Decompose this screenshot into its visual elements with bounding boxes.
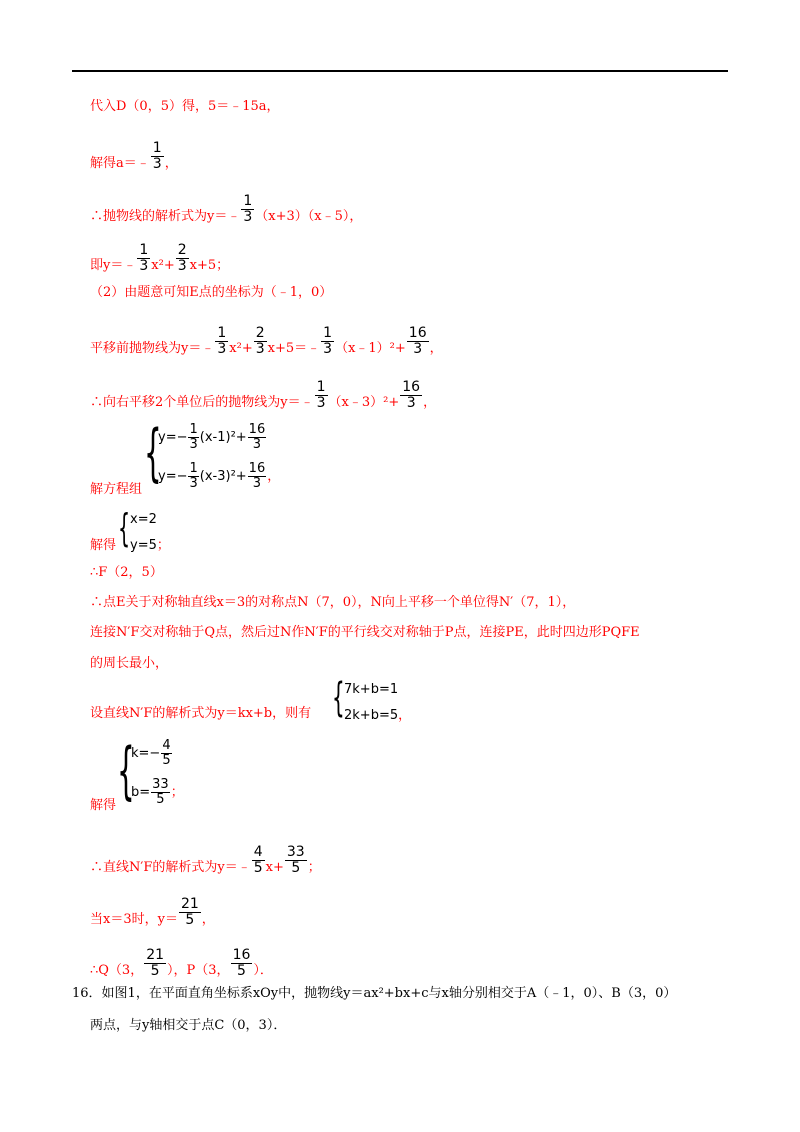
parabola-expression-line: ∴抛物线的解析式为y＝﹣ $\frac{1}{3}$ （x+3）（x﹣5），: [90, 193, 363, 225]
part2-intro-line: （2）由题意可知E点的坐标为（﹣1，0）: [90, 285, 333, 300]
evaluate-line: 当x＝3时，y＝ $\frac{21}{5}$ ，: [90, 896, 215, 928]
fraction: $\frac{2}{3}$: [255, 325, 265, 357]
before-translation-line: 平移前抛物线为y＝﹣ $\frac{1}{3}$ x²+ $\frac{2}{3}$ x+5＝﹣ $\frac{1}{3}$ （x﹣1）²+ $\frac{16}{3}$ ，: [90, 325, 443, 357]
system-row-1: x=2: [130, 512, 157, 527]
symmetric-point-line: ∴点E关于对称轴直线x＝3的对称点N（7，0），N向上平移一个单位得N′（7，1），: [90, 595, 576, 610]
solve-a-line: 解得a＝﹣ $\frac{1}{3}$ ，: [90, 140, 178, 172]
fraction: $\frac{1}{3}$: [243, 193, 253, 225]
fraction: $\frac{2}{3}$: [177, 242, 187, 274]
expanded-form-line: 即y＝﹣ $\frac{1}{3}$ x²+ $\frac{2}{3}$ x+5；: [90, 242, 230, 274]
fraction: $\frac{1}{3}$: [217, 325, 227, 357]
point-f-line: ∴F（2，5）: [90, 565, 163, 580]
system-row-2: y=5；: [130, 538, 170, 553]
system-row-1: 7k+b=1: [344, 682, 399, 697]
system-label: 解得: [90, 798, 117, 813]
system-label: 解方程组: [90, 482, 143, 497]
brace: {: [332, 675, 345, 721]
answer-line: ∴Q（3， $\frac{21}{5}$ ），P（3， $\frac{16}{5}$ ）．: [90, 947, 273, 979]
fraction: $\frac{33}{5}$: [286, 844, 305, 876]
fraction: $\frac{16}{5}$: [232, 947, 251, 979]
system-row-2: 2k+b=5，: [344, 708, 412, 723]
substitute-line: 代入D（0，5）得，5＝﹣15a，: [90, 99, 280, 114]
fraction: $\frac{21}{5}$: [146, 947, 165, 979]
fraction: $\frac{4}{5}$: [253, 844, 263, 876]
fraction: $\frac{1}{3}$: [323, 325, 333, 357]
brace: {: [144, 416, 162, 489]
fraction: $\frac{16}{3}$: [402, 379, 421, 411]
line-nf-result: ∴直线N′F的解析式为y＝﹣ $\frac{4}{5}$ x+ $\frac{33}{5}$ ；: [90, 844, 321, 876]
construction-line: 连接N′F交对称轴于Q点，然后过N作N′F的平行线交对称轴于P点，连接PE，此时四边形PQFE: [90, 625, 640, 640]
header-rule: [72, 70, 728, 72]
fraction: $\frac{16}{3}$: [408, 325, 427, 357]
system-row-1: k=− $\frac{4}{5}$: [131, 738, 171, 768]
brace: {: [117, 734, 135, 807]
system-label: 解得: [90, 538, 117, 553]
system-row-1: y=− $\frac{1}{3}$ (x-1)²+ $\frac{16}{3}$: [158, 422, 266, 452]
system-row-2: y=− $\frac{1}{3}$ (x-3)²+ $\frac{16}{3}$ ，: [158, 461, 281, 491]
fraction: $\frac{1}{3}$: [152, 140, 162, 172]
after-translation-line: ∴向右平移2个单位后的抛物线为y＝﹣ $\frac{1}{3}$ （x﹣3）²+ $\frac{16}{3}$ ，: [90, 379, 437, 411]
question-16-line-1: 16．如图1，在平面直角坐标系xOy中，抛物线y＝ax²+bx+c与x轴分别相交于A（﹣1，0）、B（3，0）: [72, 986, 677, 1001]
system-row-2: b= $\frac{33}{5}$ ；: [131, 777, 184, 807]
fraction: $\frac{1}{3}$: [316, 379, 326, 411]
brace: {: [118, 506, 131, 550]
min-perimeter-line: 的周长最小，: [90, 656, 169, 671]
question-16-line-2: 两点，与y轴相交于点C（0，3）．: [90, 1018, 287, 1033]
fraction: $\frac{21}{5}$: [180, 896, 199, 928]
setup-text: 设直线N′F的解析式为y＝kx+b，则有: [90, 706, 312, 721]
fraction: $\frac{1}{3}$: [139, 242, 149, 274]
